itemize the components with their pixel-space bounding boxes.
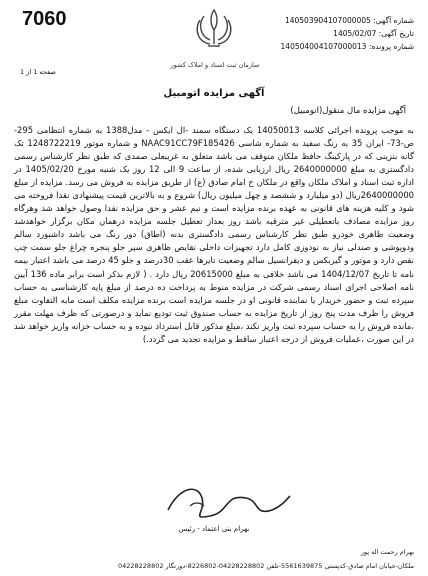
- footer-name: بهرام رحمت اله پور: [360, 548, 414, 556]
- page-number: صفحه 1 از 1: [20, 68, 56, 76]
- signer-name: بهرام بنی اعتماد - رئیس: [178, 525, 250, 533]
- document-title: آگهی مزایده اتومبیل: [163, 88, 265, 99]
- auction-body-text: به موجب پرونده اجرائی کلاسه 14050013 یک دستگاه سمند -ال ایکس - مدل1388 به شماره انتظامی 295-ص-73- ایران 35 به رنگ سفید به شماره شاسی NAAC91CC79F185426 و شماره موتور 1248722219 تک گانه بنزینی که در پارکینگ حافظ ملکان متوقف می باشد متعلق به غریبعلی صمدی که طبق نظر کارشناس رسمی دادگستری به مبلغ 2640000000 ریال ارزیابی شده، از ساعت 9 الی 12 روز یک شنبه مورخ 1405/02/20 در اداره ثبت اسناد و املاک ملکان واقع در ملکان خ امام صادق (ع) از طریق مزایده به فروش می رسد. مزایده از مبلغ 2640000000ریال (دو میلیارد و ششصد و چهل میلیون ریال) شروع و به بالاترین قیمت پیشنهادی نقدا فروخته می شود و کلیه هزینه های قانونی به عهده برنده مزایده است و نیم عشر و حق مزایده نقدا وصول خواهد شد وهرگاه روز مزایده مصادف باتعطیلی غیر مترقبه باشد روز بعداز تعطیل جلسه مزایده درهمان مکان برگزار خواهدشد وضعیت ظاهری خودرو طبق نظر کارشناس رسمی دادگستری بدنه (اطاق) دور رنگ می باشد داشبورد سالم ودوپوشی و صندلی نیاز به نودوزی کامل دارد تجهیزات داخلی نقایص ظاهری سپر جلو پنجره چراغ جلو سمت چپ نقص دارد و موتور و گیربکس و دیفرانسیل سالم وضعیت تایرها عقب 30درصد و جلو 45 درصد می باشد اعتبار بیمه نامه تا تاریخ 1404/12/07 می باشد خلافی به مبلغ 20615000 ریال دارد . ( لازم بذکر است برابر ماده 136 آیین نامه اصلاحی اجرای اسناد رسمی شرکت در مزایده منوط به پرداخت ده درصد از مبلغ پایه کارشناسی به حساب سپرده ثبت و حضور خریدار یا نماینده قانونی او در جلسه مزایده است برنده مزایده مکلف است مابه التفاوت مبلغ فروش را ظرف مدت پنج روز از تاریخ مزایده به حساب صندوق ثبت تودیع نماید و درصورتی که ظرف مهلت مقرر ،مانده فروش را به حساب سپرده ثبت واریز نکند ،مبلغ مذکور قابل استرداد نبوده و به حساب خزانه واریز خواهد شد در این صورت ،عملیات فروش از درجه اعتبار ساقط و مزایده تجدید می گردد.): [14, 125, 414, 344]
- ad-date: تاریخ آگهی: 1405/02/07: [333, 29, 414, 38]
- footer-address: ملکان-خیابان امام صادق-کدپستی 5561639875-تلفن 04228228802-8226802-دورنگار 04228228802: [117, 562, 414, 570]
- ad-id: شماره آگهی: 140503904107000005: [284, 16, 414, 25]
- signature-scribble: [150, 476, 300, 528]
- organization-name: سازمان ثبت اسناد و املاک کشور: [170, 61, 260, 69]
- ad-metadata: [224, 14, 414, 53]
- document-subtitle: آگهی مزایده مال منقول(اتومبیل): [290, 106, 406, 116]
- file-number: شماره پرونده: 140504004107000013: [280, 42, 414, 51]
- ad-number: 7060: [22, 8, 67, 30]
